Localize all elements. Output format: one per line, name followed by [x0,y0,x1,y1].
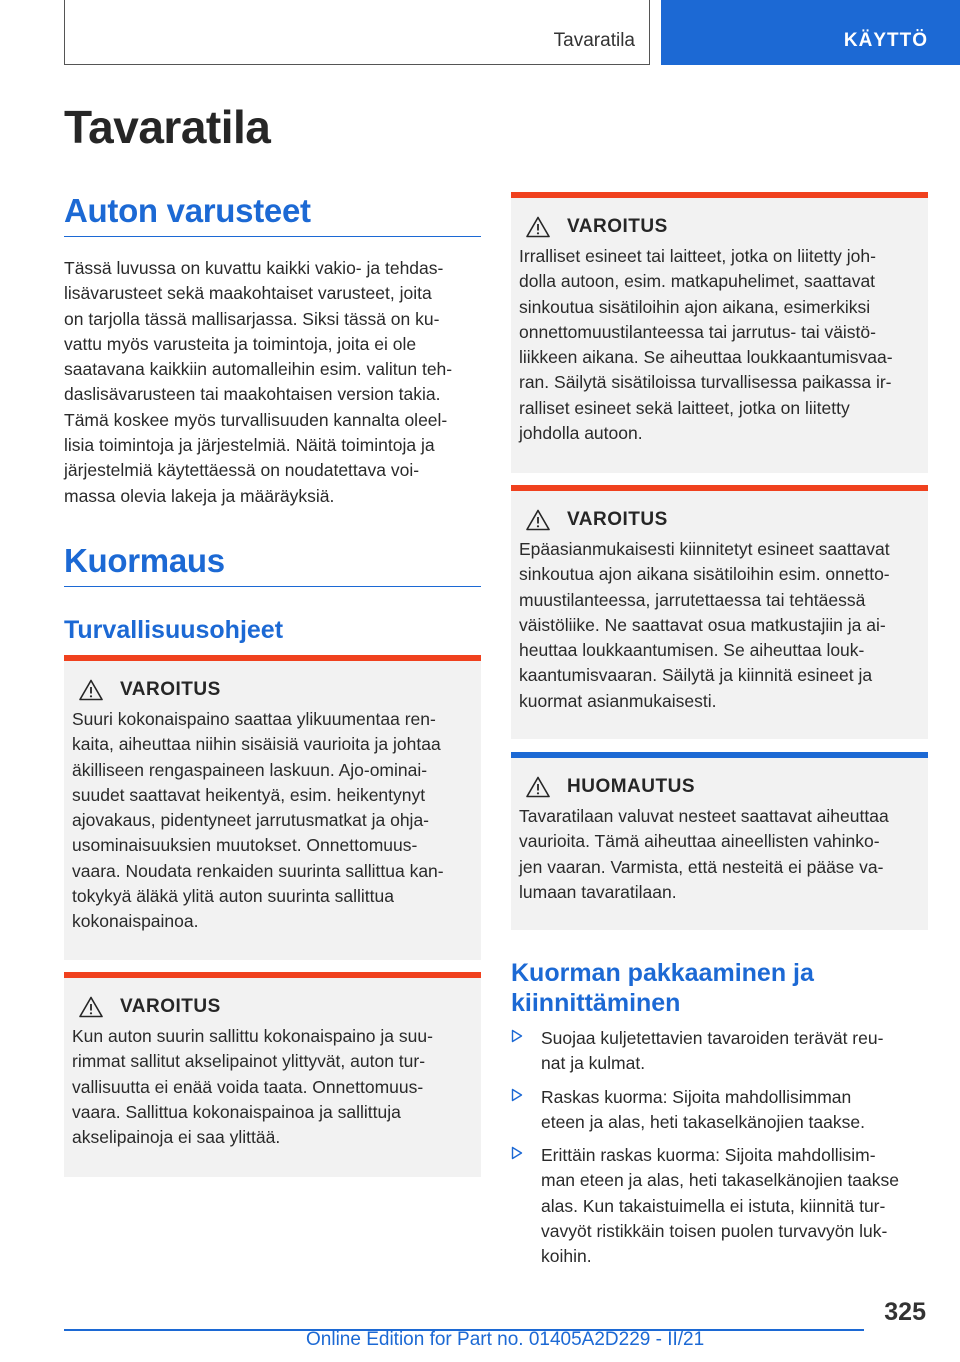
heading-equipment: Auton varusteet [64,192,481,237]
warning-triangle-icon [519,216,557,238]
packing-list [511,1026,931,1278]
heading-safety: Turvallisuusohjeet [64,616,284,644]
warning-box-3 [511,192,928,473]
list-item [511,1085,931,1136]
warning-text: Epäasianmukaisesti kiinnitetyt esineet saattavat sinkoutua ajon aikana sisätiloihin esim. onnetto- muustilanteessa, jarrutettaessa tai tehtäessä väistöliike. Ne saattavat osua matkustajiin ja ai- heuttaa loukkaantumisen. Se aiheuttaa louk- kaantumisvaaran. Säilytä ja kiinnitä esineet ja kuormat asianmukaisesti. [519,539,890,711]
warning-title: VAROITUS [120,679,221,700]
warning-box-2 [64,972,481,1177]
list-item-text: Erittäin raskas kuorma: Sijoita mahdollisim- man eteen ja alas, heti takaselkänojien taakse alas. Kun takaistuimella ei istuta, kiinnitä tur- vavyöt ristikkäin toisen puolen turvavyön luk- koihin. [541,1145,900,1267]
header-chapter-title: KÄYTTÖ [843,30,928,51]
equipment-text: Tässä luvussa on kuvattu kaikki vakio- ja tehdas- lisävarusteet sekä maakohtaiset varusteet, joita on tarjolla tässä mallisarjassa. Siksi tässä on ku- vattu myös varusteita ja toimintoja, joita ei ole saatavana kaikkiin automalleihin esim. valitun teh- daslisävarusteen tai maakohtaisen version takia. Tämä koskee myös turvallisuuden kannalta oleel- lisia toimintoja ja järjestelmiä. Näitä toimintoja ja järjestelmiä käytettäessä on noudatettava voi- massa olevia lakeja ja määräyksiä. [64,258,453,506]
warning-title: VAROITUS [120,996,221,1017]
triangle-right-bullet-icon [511,1085,541,1136]
warning-triangle-icon [519,509,557,531]
warning-text: Kun auton suurin sallittu kokonaispaino ja suu- rimmat sallitut akselipainot ylittyvät, auton tur- vallisuutta ei enää voida taata. Onnettomuus- vaara. Sallittua kokonaispainoa ja sallittuja akselipainoja ei saa ylittää. [72,1026,433,1148]
warning-text: Suuri kokonaispaino saattaa ylikuumentaa ren- kaita, aiheuttaa niihin sisäisiä vaurioita ja johtaa äkilliseen rengaspaineen laskuun. Ajo-ominai- suudet saattavat heikentyä, esim. heikentynyt ajovakaus, pidentyneet jarrutusmatkat ja ohja- usominaisuuksien muutokset. Onnettomuus- vaara. Noudata renkaiden suurinta sallittua kan- tokykyä äläkä ylitä auton suurinta sallittua kokonaispainoa. [72,709,444,932]
warning-box-1 [64,655,481,960]
heading-packing: Kuorman pakkaaminen ja kiinnittäminen [511,959,814,1017]
list-item [511,1026,931,1077]
warning-title: VAROITUS [567,216,668,237]
triangle-right-bullet-icon [511,1026,541,1077]
heading-loading: Kuormaus [64,542,481,587]
header-section-tab [64,0,650,65]
notice-box [511,752,928,930]
triangle-right-bullet-icon [511,1143,541,1269]
warning-title: VAROITUS [567,509,668,530]
list-item-text: Suojaa kuljetettavien tavaroiden terävät reu- nat ja kulmat. [541,1028,884,1074]
footer-edition: Online Edition for Part no. 01405A2D229 - II/21 [306,1329,705,1350]
page-title: Tavaratila [64,101,271,153]
list-item [511,1143,931,1269]
page-number: 325 [884,1298,926,1326]
notice-title: HUOMAUTUS [567,776,695,797]
list-item-text: Raskas kuorma: Sijoita mahdollisimman eteen ja alas, heti takaselkänojien taakse. [541,1086,865,1132]
warning-triangle-icon [519,776,557,798]
warning-text: Irralliset esineet tai laitteet, jotka on liitetty joh- dolla autoon, esim. matkapuhelimet, saattavat sinkoutua sisätiloihin ajon aikana, esimerkiksi onnettomuustilanteessa tai jarrutus- tai väistö- liikkeen aikana. Se aiheuttaa loukkaantumisvaa- ran. Säilytä sisätiloissa turvallisessa paikassa ir- ralliset esineet sekä laitteet, jotka on liitetty johdolla autoon. [519,246,893,444]
warning-triangle-icon [72,679,110,701]
notice-text: Tavaratilaan valuvat nesteet saattavat aiheuttaa vaurioita. Tämä aiheuttaa aineellisten vahinko- jen vaaran. Varmista, että nesteitä ei pääse va- lumaan tavaratilaan. [519,806,889,902]
header-section-title: Tavaratila [553,30,635,51]
header-chapter-tab [661,0,960,65]
warning-box-4 [511,485,928,739]
warning-triangle-icon [72,996,110,1018]
